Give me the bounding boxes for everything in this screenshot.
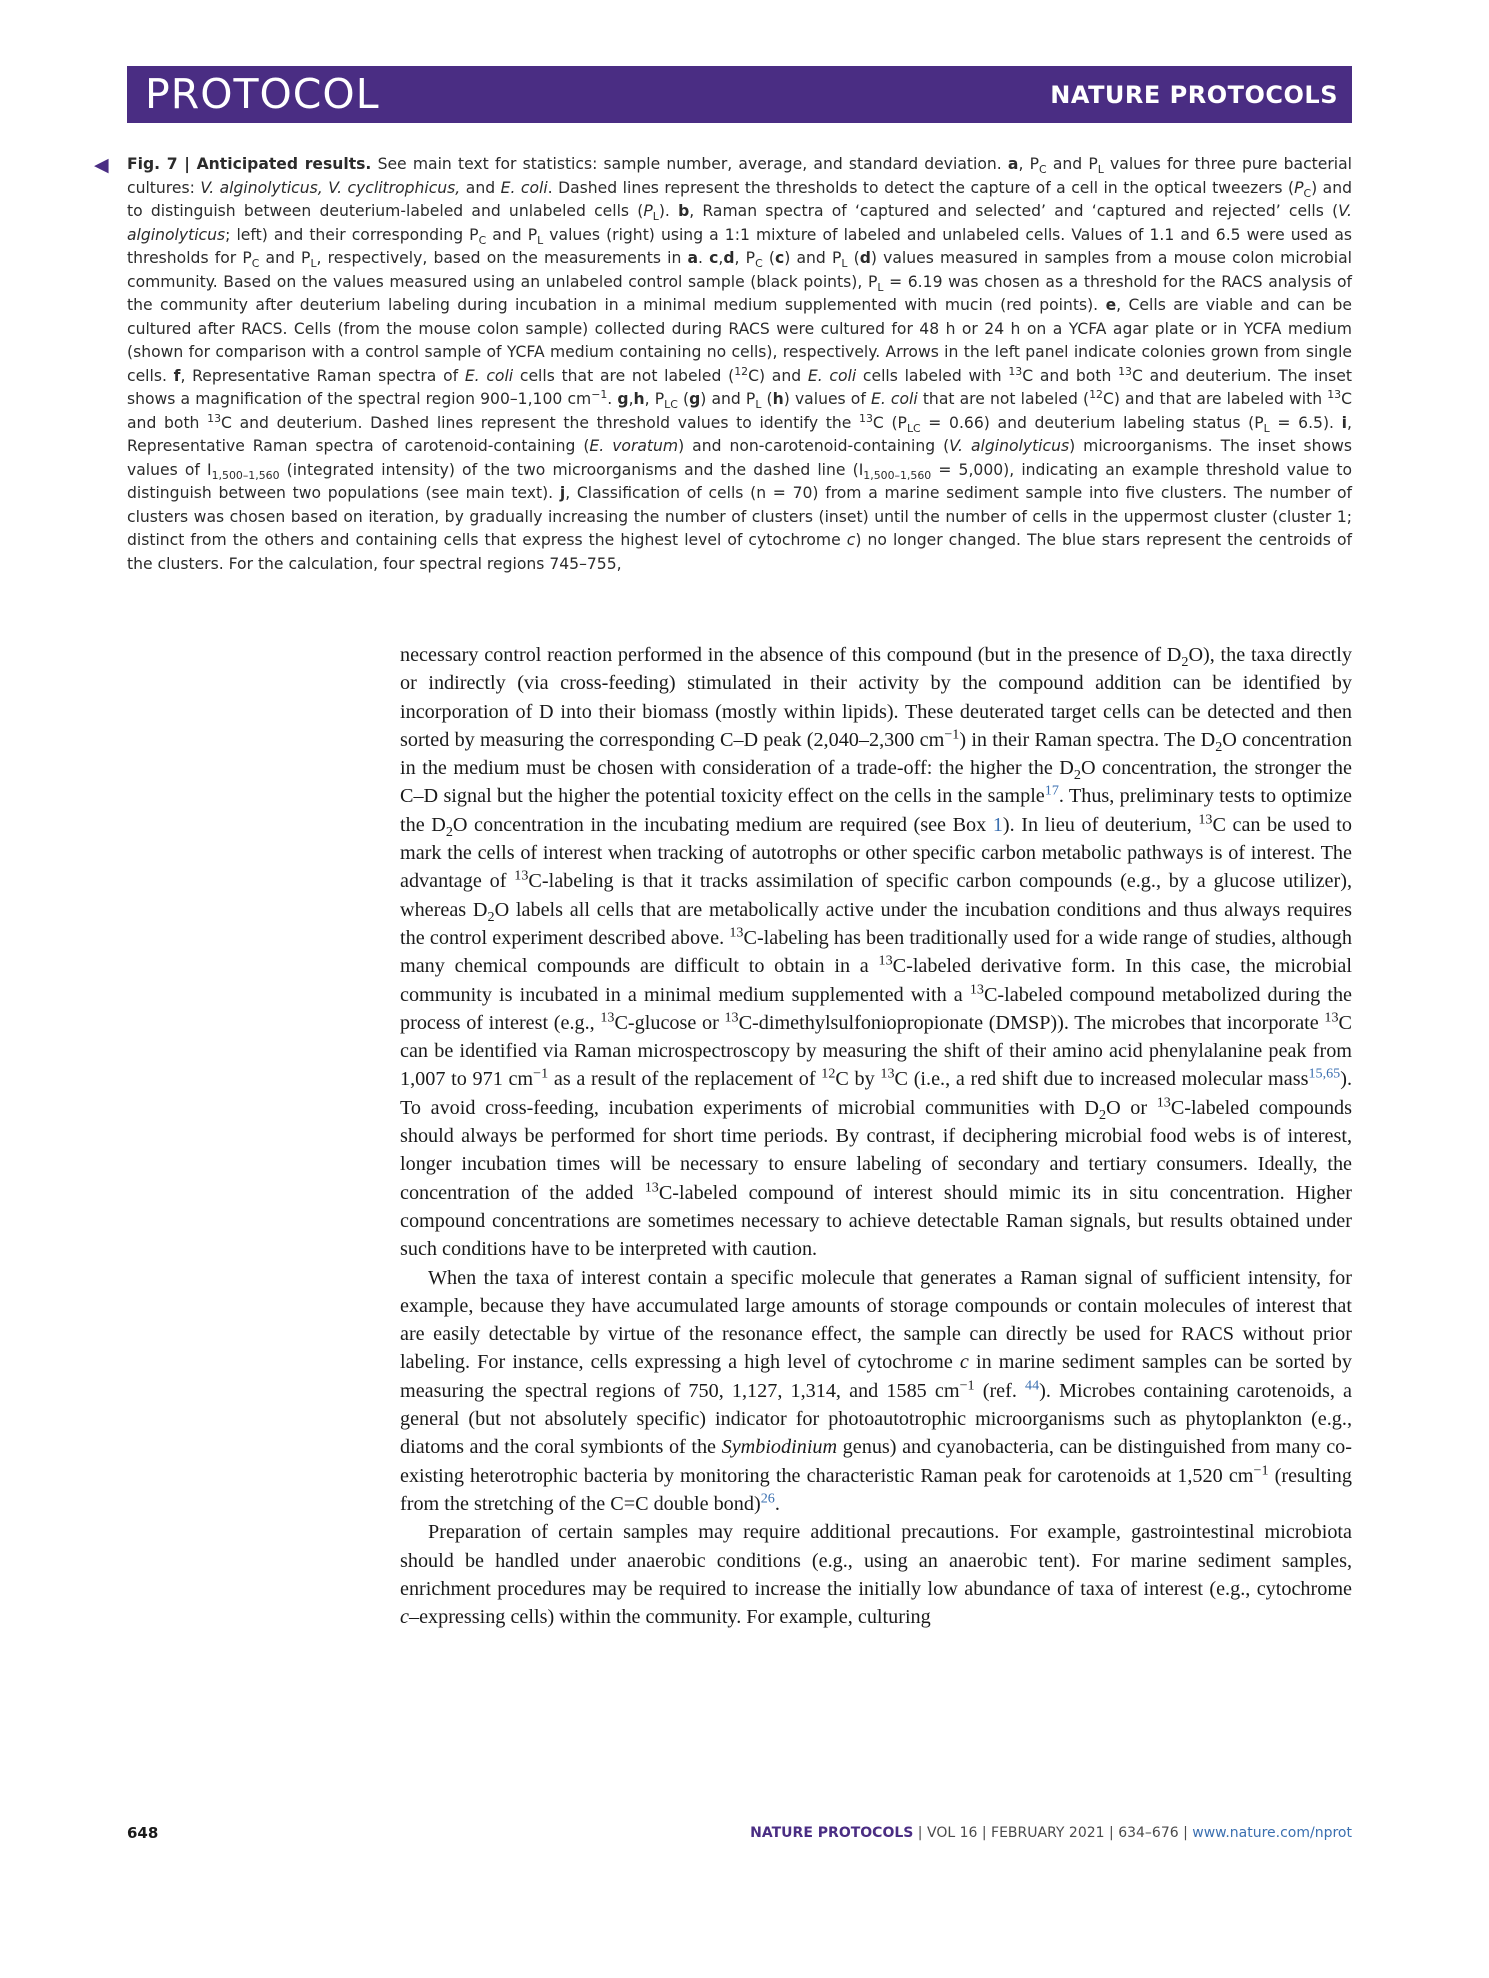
reference-link[interactable]: 15,65 [1308, 1065, 1341, 1082]
caption-label: Fig. 7 | Anticipated results. [127, 155, 372, 173]
journal-url-link[interactable]: www.nature.com/nprot [1192, 1825, 1352, 1841]
paragraph-1: necessary control reaction performed in the absence of this compound (but in the presence of $D_2O$), the taxa directly or indirectly (via cross-feeding) stimulated in their activity by the compound addition can be identified by incorporation of D into their biomass (mostly within lipids). These deuterated target cells can be detected and then sorted by measuring the corresponding C–D peak (2,040–2,300 $cm^{-1}$) in their Raman spectra. The $D_2O$ concentration in the medium must be chosen with consideration of a trade-off: the higher the $D_2O$ concentration, the stronger the C–D signal but the higher the potential toxicity effect on the cells in the sample$^{17}$. Thus, preliminary tests to optimize the $D_2O$ concentration in the incubating medium are required (see Box 1). In lieu of deuterium, $^{13}$C can be used to mark the cells of interest when tracking of autotrophs or other specific carbon metabolic pathways is of interest. The advantage of $^{13}$C-labeling is that it tracks assimilation of specific carbon compounds (e.g., by a glucose utilizer), whereas $D_2O$ labels all cells that are metabolically active under the incubation conditions and thus always requires the control experiment described above. $^{13}$C-labeling has been traditionally used for a wide range of studies, although many chemical compounds are difficult to obtain in a $^{13}$C-labeled derivative form. In this case, the microbial community is incubated in a minimal medium supplemented with a $^{13}$C-labeled compound metabolized during the process of interest (e.g., $^{13}$C-glucose or $^{13}$C-dimethylsulfoniopropionate (DMSP)). The microbes that incorporate $^{13}$C can be identified via Raman microspectroscopy by measuring the shift of their amino acid phenylalanine peak from 1,007 to 971 $cm^{-1}$ as a result of the replacement of $^{12}$C by $^{13}$C (i.e., a red shift due to increased molecular mass$^{15,65}$). To avoid cross-feeding, incubation experiments of microbial communities with $D_2O$ or $^{13}$C-labeled compounds should always be performed for short time periods. By contrast, if deciphering microbial food webs is of interest, longer incubation times will be necessary to ensure labeling of secondary and tertiary consumers. Ideally, the concentration of the added $^{13}$C-labeled compound of interest should mimic its in situ concentration. Higher compound concentrations are sometimes necessary to achieve detectable Raman signals, but results obtained under such conditions have to be interpreted with caution. [400, 644, 1353, 1261]
figure-caption: ◀ Fig. 7 | Anticipated results. See main text for statistics: sample number, average, and standard deviation. a, $P_C$ and $P_L$ values for three pure bacterial cultures: V. alginolyticus, V. cyclitrophicus, and E. coli. Dashed lines represent the thresholds to detect the capture of a cell in the optical tweezers $(P_C)$ and to distinguish between deuterium-labeled and unlabeled cells $(P_L)$. b, Raman spectra of ‘captured and selected’ and ‘captured and rejected’ cells (V. alginolyticus; left) and their corresponding $P_C$ and $P_L$ values (right) using a 1:1 mixture of labeled and unlabeled cells. Values of 1.1 and 6.5 were used as thresholds for $P_C$ and $P_L$, respectively, based on the measurements in a. c,d, $P_C$ (c) and $P_L$ (d) values measured in samples from a mouse colon microbial community. Based on the values measured using an unlabeled control sample (black points), $P_L = 6.19$ was chosen as a threshold for the RACS analysis of the community after deuterium labeling during incubation in a minimal medium supplemented with mucin (red points). e, Cells are viable and can be cultured after RACS. Cells (from the mouse colon sample) collected during RACS were cultured for 48 h or 24 h on a YCFA agar plate or in YCFA medium (shown for comparison with a control sample of YCFA medium containing no cells), respectively. Arrows in the left panel indicate colonies grown from single cells. f, Representative Raman spectra of E. coli cells that are not labeled ($^{12}$C) and E. coli cells labeled with $^{13}$C and both $^{13}$C and deuterium. The inset shows a magnification of the spectral region 900–1,100 $cm^{-1}$. g,h, $P_{LC}$ (g) and $P_L$ (h) values of E. coli that are not labeled ($^{12}$C) and that are labeled with $^{13}$C and both $^{13}$C and deuterium. Dashed lines represent the threshold values to identify the $^{13}$C $(P_{LC} = 0.66)$ and deuterium labeling status $(P_L = 6.5)$. i, Representative Raman spectra of carotenoid-containing (E. voratum) and non-carotenoid-containing (V. alginolyticus) microorganisms. The inset shows values of $I_{1,500-1,560}$ (integrated intensity) of the two microorganisms and the dashed line $(I_{1,500-1,560} = 5,000)$, indicating an example threshold value to distinguish between two populations (see main text). j, Classification of cells (n = 70) from a marine sediment sample into five clusters. The number of clusters was chosen based on iteration, by gradually increasing the number of clusters (inset) until the number of cells in the uppermost cluster (cluster 1; distinct from the others and containing cells that express the highest level of cytochrome c) no longer changed. The blue stars represent the centroids of the clusters. For the calculation, four spectral regions 745–755, [94, 154, 1353, 573]
section-title: PROTOCOL [145, 70, 380, 118]
journal-name: NATURE PROTOCOLS [1050, 81, 1338, 109]
box-link[interactable]: 1 [992, 813, 1003, 836]
reference-link[interactable]: 26 [760, 1490, 775, 1507]
page-number: 648 [127, 1824, 159, 1842]
paragraph-2: When the taxa of interest contain a specific molecule that generates a Raman signal of sufficient intensity, for example, because they have accumulated large amounts of storage compounds or contain molecules of interest that are easily detectable by virtue of the resonance effect, the sample can directly be used for RACS without prior labeling. For instance, cells expressing a high level of cytochrome c in marine sediment samples can be sorted by measuring the spectral regions of 750, 1,127, 1,314, and 1585 $cm^{-1}$ (ref. $^{44}$). Microbes containing carotenoids, a general (but not absolutely specific) indicator for photoautotrophic microorganisms such as phytoplankton (e.g., diatoms and the coral symbionts of the Symbiodinium genus) and cyanobacteria, can be distinguished from many co-existing heterotrophic bacteria by monitoring the characteristic Raman peak for carotenoids at 1,520 $cm^{-1}$ (resulting from the stretching of the C=C double bond)$^{26}$. [400, 1266, 1352, 1515]
reference-link[interactable]: 17 [1044, 782, 1059, 799]
reference-link[interactable]: 44 [1025, 1376, 1040, 1393]
body-text [400, 641, 1352, 1631]
paragraph-3: Preparation of certain samples may require additional precautions. For example, gastrointestinal microbiota should be handled under anaerobic conditions (e.g., using an anaerobic tent). For marine sediment samples, enrichment procedures may be required to increase the initially low abundance of taxa of interest (e.g., cytochrome c–expressing cells) within the community. For example, culturing [400, 1521, 1352, 1629]
back-arrow-icon[interactable]: ◀ [94, 154, 109, 176]
footer-citation: NATURE PROTOCOLS | VOL 16 | FEBRUARY 2021 | 634–676 | www.nature.com/nprot [750, 1825, 1352, 1841]
header-banner [127, 66, 1352, 123]
